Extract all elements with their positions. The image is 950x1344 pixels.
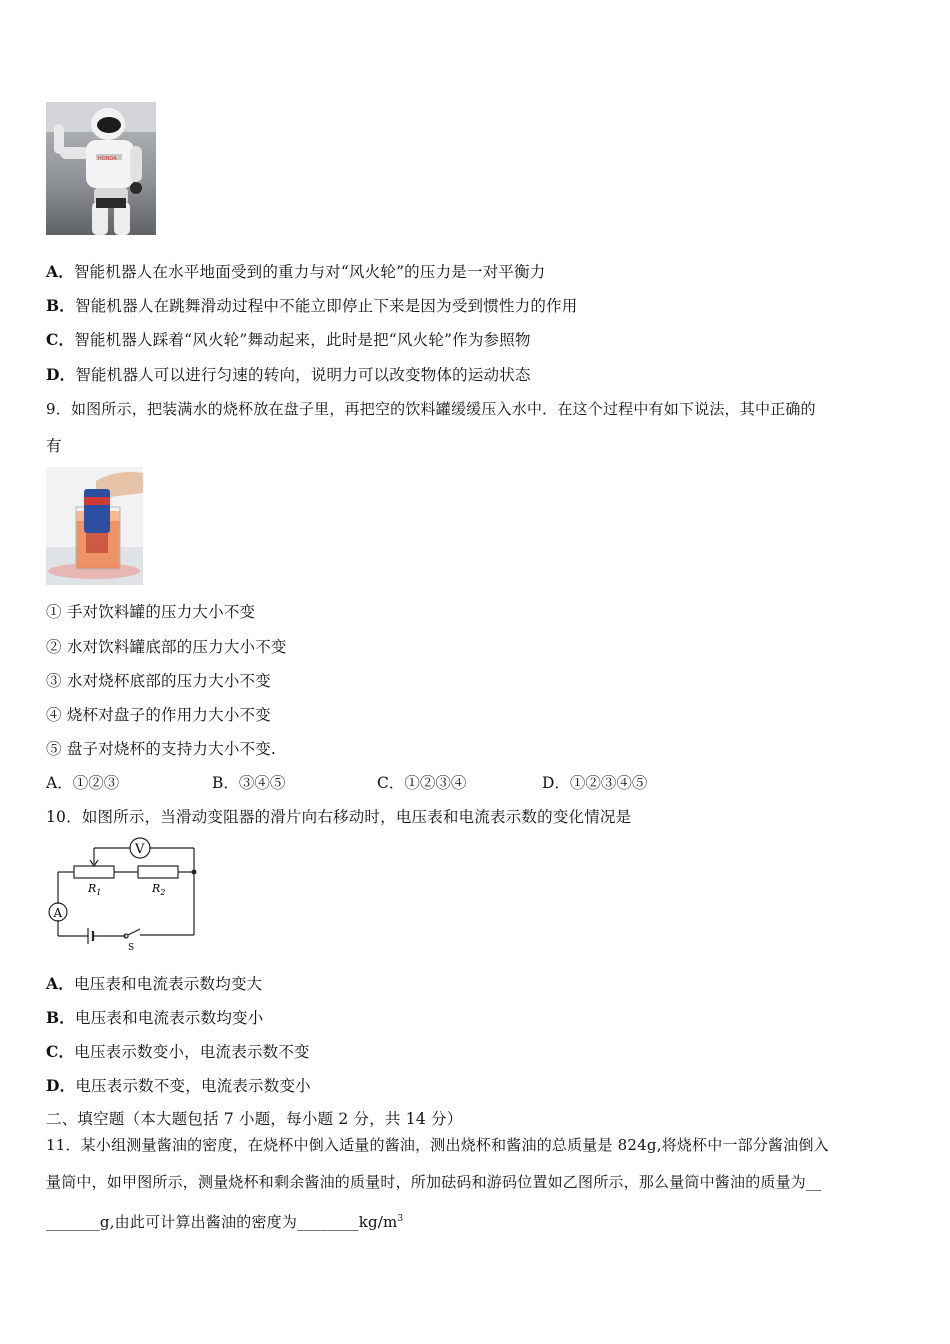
r2-label: $R_2$: [152, 882, 166, 897]
q9-choice-c: C．①②③④: [377, 774, 467, 792]
voltmeter-label: V: [135, 842, 145, 857]
q11-line1: 11．某小组测量酱油的密度，在烧杯中倒入适量的酱油，测出烧杯和酱油的总质量是 824g,将烧杯中一部分酱油倒入: [46, 1136, 829, 1154]
q8-option-b: B．智能机器人在跳舞滑动过程中不能立即停止下来是因为受到惯性力的作用: [46, 296, 578, 315]
blank-1[interactable]: _______: [46, 1213, 100, 1231]
svg-text:HONDA: HONDA: [98, 156, 117, 162]
q9-statement-4: ④ 烧杯对盘子的作用力大小不变: [46, 706, 271, 724]
section-title: 二、填空题（本大题包括 7 小题，每小题 2 分，共 14 分）: [46, 1110, 463, 1128]
q9-stem-line2: 有: [46, 437, 62, 455]
q9-statement-3: ③ 水对烧杯底部的压力大小不变: [46, 672, 271, 690]
ammeter-label: A: [53, 906, 63, 920]
q8-option-a: A．智能机器人在水平地面受到的重力与对“风火轮”的压力是一对平衡力: [46, 262, 546, 281]
q9-statement-5: ⑤ 盘子对烧杯的支持力大小不变.: [46, 740, 277, 758]
q10-option-c: C．电压表示数变小，电流表示数不变: [46, 1042, 310, 1061]
q11-line2: 量筒中，如甲图所示，测量烧杯和剩余酱油的质量时，所加砝码和游码位置如乙图所示，那么量筒中酱油的质量为__: [46, 1173, 822, 1191]
robot-photo: [46, 102, 156, 235]
beaker-photo: [46, 467, 143, 585]
q9-choice-a: A．①②③: [46, 774, 120, 792]
blank-2[interactable]: ________: [297, 1213, 359, 1231]
q10-stem: 10．如图所示，当滑动变阻器的滑片向右移动时，电压表和电流表示数的变化情况是: [46, 808, 632, 826]
q11-line3: _______g,由此可计算出酱油的密度为$\_\_\_\_\_\_\_\_kg/m^3$: [46, 1213, 404, 1231]
q9-statement-1: ① 手对饮料罐的压力大小不变: [46, 603, 256, 621]
r1-label: $R_1$: [88, 882, 102, 897]
q8-option-c: C．智能机器人踩着“风火轮”舞动起来，此时是把“风火轮”作为参照物: [46, 330, 531, 349]
switch-label: S: [128, 943, 135, 952]
q9-statement-2: ② 水对饮料罐底部的压力大小不变: [46, 638, 287, 656]
q8-option-d: D．智能机器人可以进行匀速的转向，说明力可以改变物体的运动状态: [46, 365, 531, 384]
q10-option-b: B．电压表和电流表示数均变小: [46, 1008, 264, 1027]
q9-stem-line1: 9．如图所示，把装满水的烧杯放在盘子里，再把空的饮料罐缓缓压入水中．在这个过程中有如下说法，其中正确的: [46, 400, 816, 418]
q10-option-a: A．电压表和电流表示数均变大: [46, 974, 263, 993]
circuit-diagram: [46, 836, 206, 952]
q10-option-d: D．电压表示数不变，电流表示数变小: [46, 1076, 311, 1095]
q9-choice-b: B．③④⑤: [212, 774, 286, 792]
q9-choice-d: D．①②③④⑤: [542, 774, 648, 792]
